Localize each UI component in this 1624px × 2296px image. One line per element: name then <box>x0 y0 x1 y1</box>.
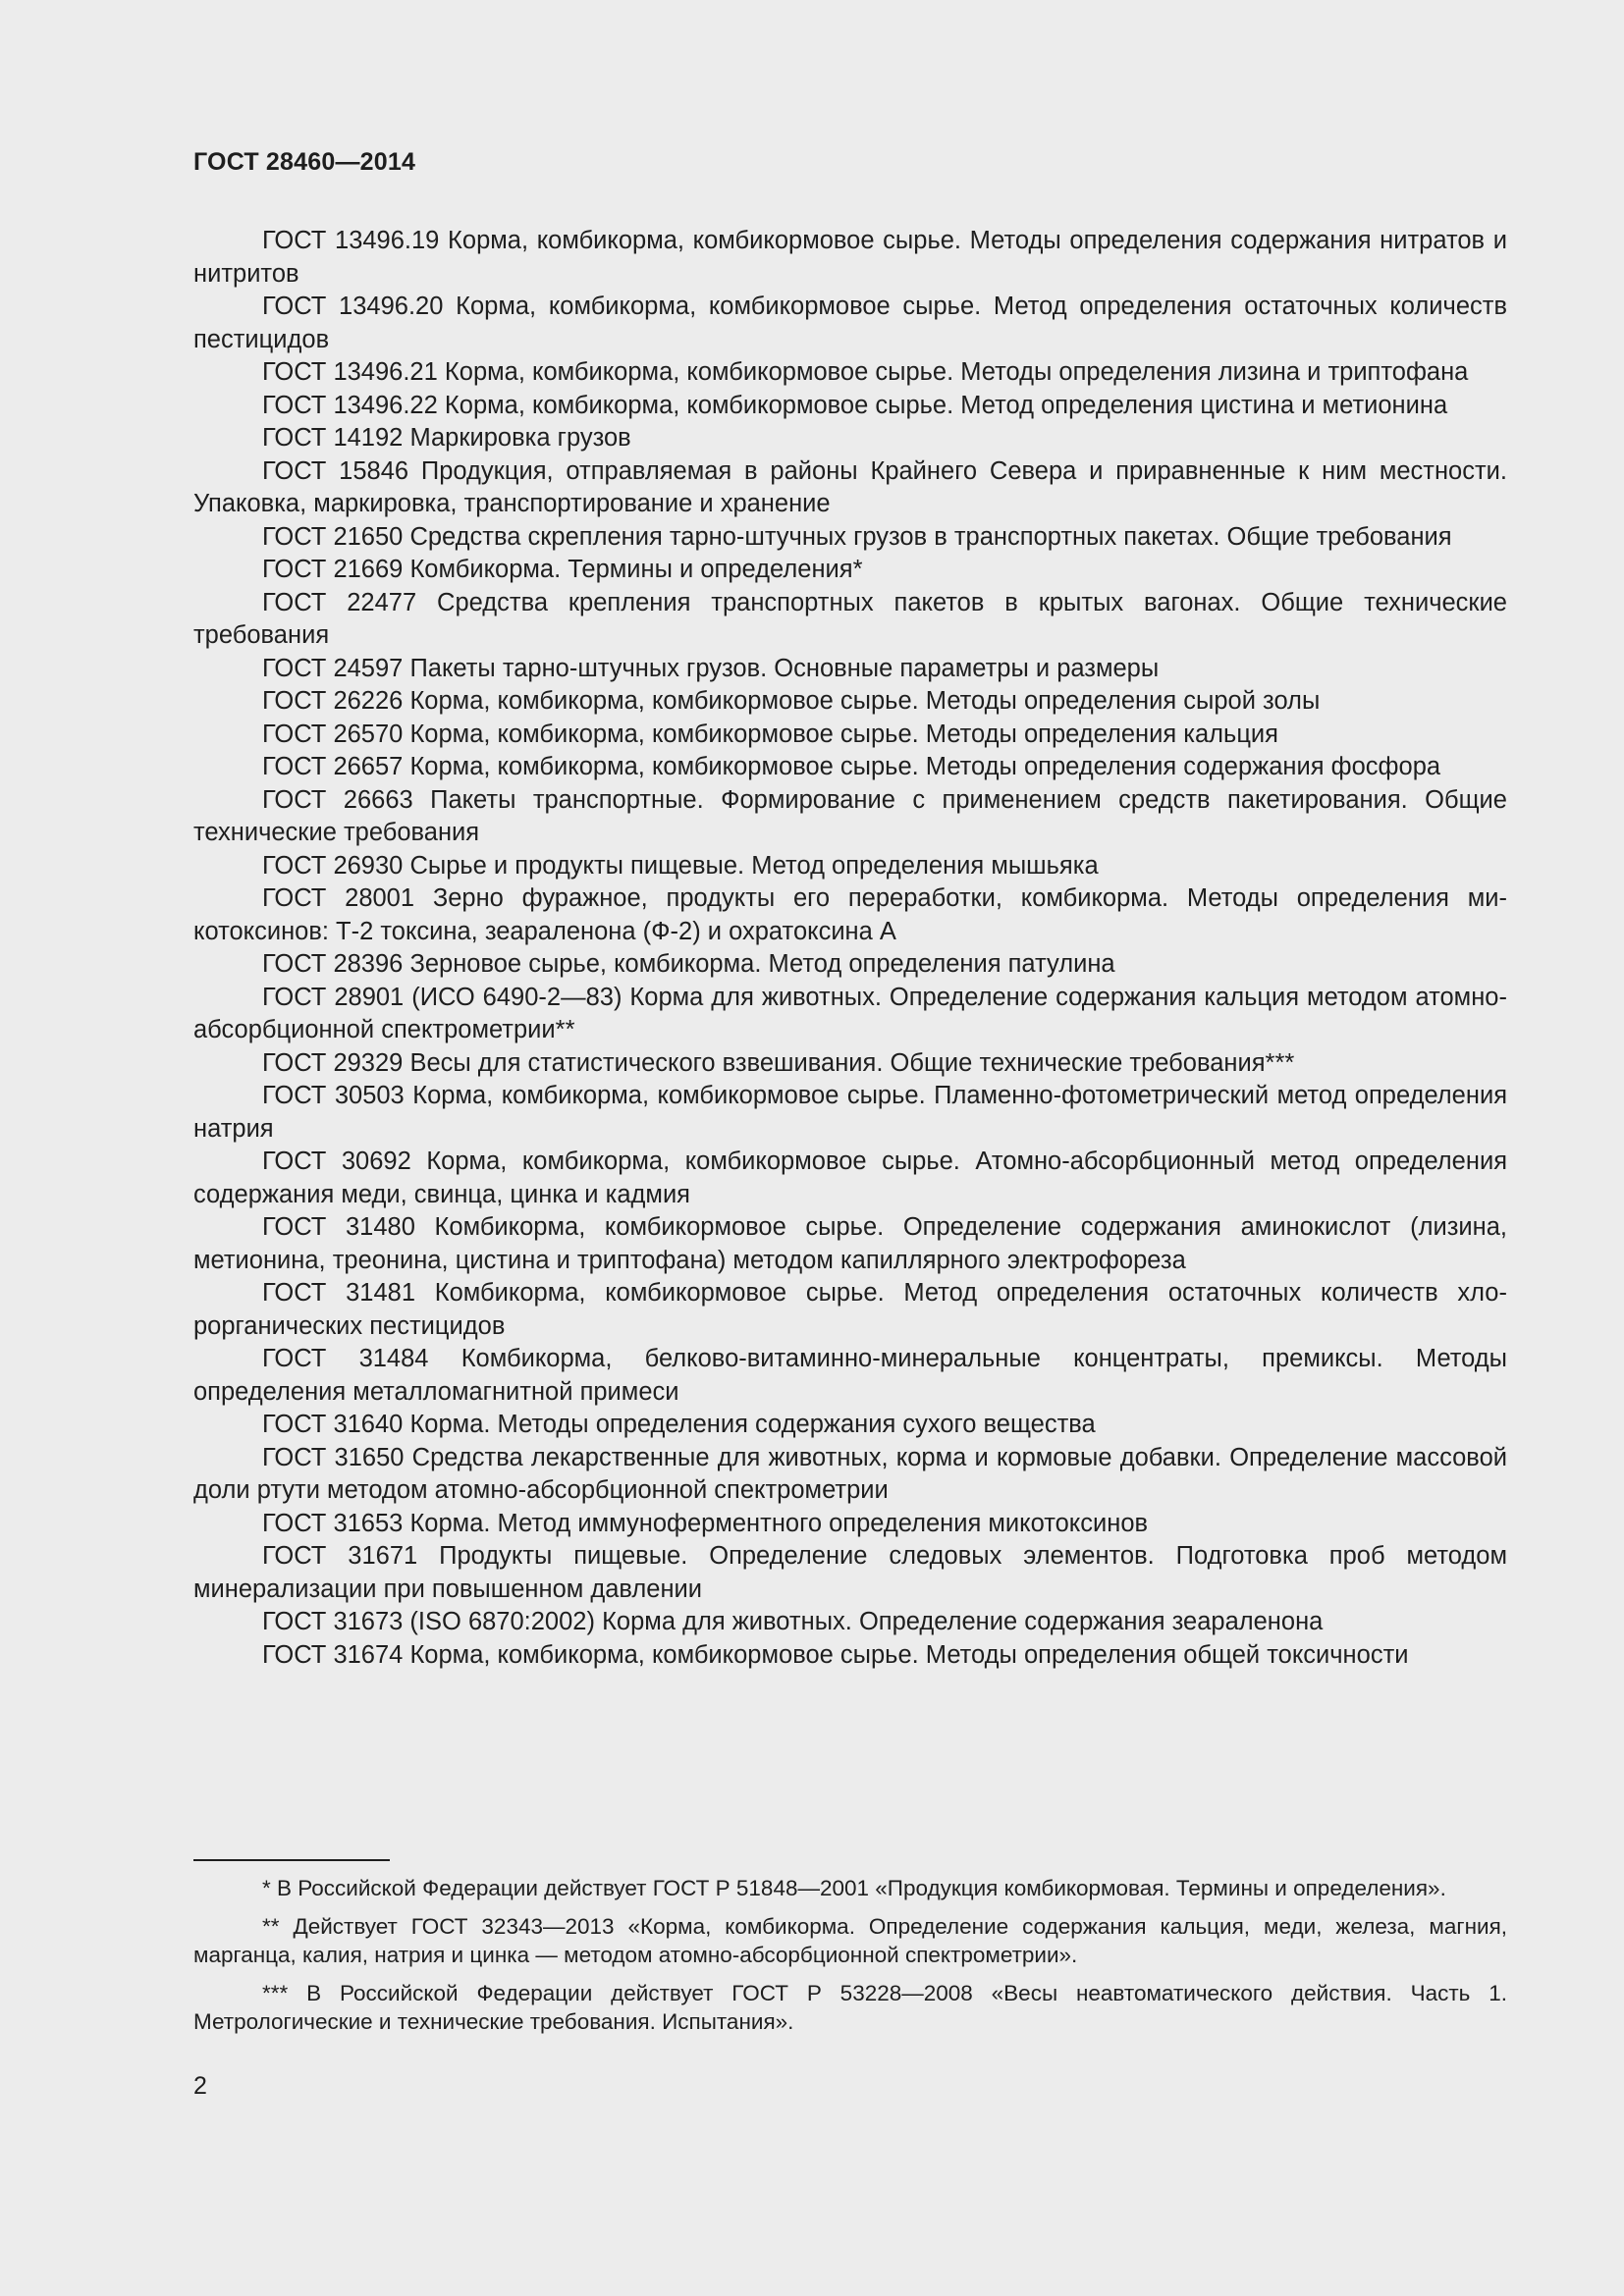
reference-item <box>193 719 1507 752</box>
reference-title: Корма, комбикорма, комбикормовое сырье. Методы определения кальция <box>409 720 1278 748</box>
reference-title: Пакеты тарно-штучных грузов. Основные параметры и размеры <box>409 654 1160 682</box>
reference-code: ГОСТ 26570 <box>262 720 404 748</box>
reference-code: ГОСТ 13496.22 <box>262 391 438 419</box>
reference-item <box>193 1508 1507 1541</box>
reference-code: ГОСТ 31674 <box>262 1640 404 1669</box>
reference-code: ГОСТ 13496.19 <box>262 227 440 254</box>
reference-title: Сырье и продукты пищевые. Метод определения мышьяка <box>409 851 1099 880</box>
footnote-1: * В Российской Федерации действует ГОСТ Р 51848—2001 «Продукция комбикормовая. Термины и определения». <box>262 1876 1446 1900</box>
reference-title: Корма для животных. Определение содержания кальция методом атомно-абсорбционной спектрометрии** <box>193 983 1507 1043</box>
reference-code: ГОСТ 28001 <box>262 884 415 912</box>
reference-title: Пакеты транспортные. Формирование с применением средств пакетирования. Общие технические требования <box>193 785 1507 846</box>
reference-item <box>193 390 1507 423</box>
reference-code: ГОСТ 24597 <box>262 654 404 682</box>
reference-item <box>193 1343 1507 1409</box>
reference-item <box>193 1606 1507 1639</box>
reference-item <box>193 587 1507 653</box>
reference-item <box>193 982 1507 1047</box>
reference-title: Корма, комбикорма, комбикормовое сырье. Методы определения сырой золы <box>409 687 1321 715</box>
reference-item <box>193 1080 1507 1146</box>
reference-item <box>193 1211 1507 1277</box>
reference-item <box>193 225 1507 291</box>
reference-code: ГОСТ 21669 <box>262 556 404 583</box>
reference-title: Корма, комбикорма, комбикормовое сырье. Методы определения содержания фосфора <box>409 753 1441 780</box>
reference-code: ГОСТ 31650 <box>262 1443 405 1471</box>
reference-code: ГОСТ 26930 <box>262 851 404 880</box>
reference-item <box>193 948 1507 982</box>
reference-title: Корма. Метод иммуноферментного определения микотоксинов <box>409 1509 1149 1537</box>
reference-code: ГОСТ 21650 <box>262 522 404 551</box>
reference-code: ГОСТ 26226 <box>262 687 404 715</box>
reference-item <box>193 1047 1507 1081</box>
reference-title: Весы для статистического взвешивания. Общие технические требования*** <box>409 1048 1295 1077</box>
reference-title: Корма, комбикорма, комбикормовое сырье. Методы определения лизина и триптофана <box>444 358 1469 386</box>
reference-code: ГОСТ 30692 <box>262 1148 411 1175</box>
reference-code: ГОСТ 28396 <box>262 950 404 978</box>
reference-item <box>193 356 1507 390</box>
reference-code: ГОСТ 26663 <box>262 785 413 814</box>
reference-code: ГОСТ 31480 <box>262 1213 415 1241</box>
reference-code: ГОСТ 31481 <box>262 1279 416 1307</box>
reference-title: Средства скрепления тарно-штучных грузов в транспортных пакетах. Общие требования <box>409 522 1452 551</box>
reference-code: ГОСТ 15846 <box>262 456 409 485</box>
reference-title: Корма. Методы определения содержания сухого вещества <box>409 1411 1096 1438</box>
reference-item <box>193 751 1507 784</box>
reference-item <box>193 422 1507 455</box>
reference-item <box>193 653 1507 686</box>
reference-item <box>193 850 1507 883</box>
footnote-3: *** В Российской Федерации действует ГОСТ Р 53228—2008 «Весы неавтоматического действия. Часть 1. Метрологические и технические требования. Испытания». <box>193 1980 1507 2034</box>
reference-title: Комбикорма. Термины и определения* <box>409 556 863 583</box>
reference-item <box>193 1540 1507 1606</box>
reference-code: ГОСТ 26657 <box>262 753 404 780</box>
reference-code: ГОСТ 31484 <box>262 1345 429 1372</box>
reference-title: Комбикорма, белково-витаминно-минеральные концентраты, премиксы. Методы определения металломагнитной примеси <box>193 1345 1507 1406</box>
reference-code: ГОСТ 13496.20 <box>262 293 444 320</box>
page-number: 2 <box>193 2072 207 2100</box>
reference-code: ГОСТ 31653 <box>262 1509 404 1537</box>
reference-title: Средства лекарственные для животных, корма и кормовые добавки. Определение массовой доли ртути методом атомно-абсорбционной спектрометрии <box>193 1443 1507 1504</box>
reference-code: ГОСТ 29329 <box>262 1048 404 1077</box>
reference-title: Продукция, отправляемая в районы Крайнего Севера и приравненные к ним местности. Упаковка, маркировка, транспортирование и хранение <box>193 456 1507 517</box>
reference-item <box>193 1277 1507 1343</box>
reference-item <box>193 554 1507 587</box>
reference-code: ГОСТ 31671 <box>262 1542 418 1570</box>
reference-code: ГОСТ 30503 <box>262 1082 405 1109</box>
reference-title: Средства крепления транспортных пакетов в крытых вагонах. Общие технические требования <box>193 588 1507 649</box>
reference-code: ГОСТ 14192 <box>262 424 404 452</box>
footnotes <box>193 1874 1507 2046</box>
reference-item <box>193 685 1507 719</box>
reference-code: ГОСТ 13496.21 <box>262 358 438 386</box>
reference-item <box>193 455 1507 521</box>
reference-item <box>193 1146 1507 1211</box>
reference-title: Зерновое сырье, комбикорма. Метод определения патулина <box>409 950 1115 978</box>
reference-title: Корма, комбикорма, комбикормовое сырье. Методы определения содержания нитратов и нитритов <box>193 227 1507 288</box>
document-header: ГОСТ 28460—2014 <box>193 148 416 176</box>
reference-item <box>193 521 1507 555</box>
normative-references-list <box>193 225 1507 1672</box>
reference-code: ГОСТ 28901 (ИСО 6490-2—83) <box>262 983 623 1011</box>
reference-title: Корма, комбикорма, комбикормовое сырье. Атомно-абсорбционный метод определения содержания меди, свинца, цинка и кадмия <box>193 1148 1507 1208</box>
footnote-2: ** Действует ГОСТ 32343—2013 «Корма, комбикорма. Определение содержания кальция, меди, железа, магния, марганца, калия, натрия и цинка — методом атомно-абсорбционной спектрометрии». <box>193 1913 1507 1967</box>
footnote-separator <box>193 1859 390 1861</box>
reference-item <box>193 1409 1507 1442</box>
reference-code: ГОСТ 31640 <box>262 1411 404 1438</box>
reference-title: Зерно фуражное, продукты его переработки, комбикорма. Методы определения микотоксинов: Т-2 токсина, зеараленона (Ф-2) и охратоксина А <box>193 884 1507 945</box>
reference-title: Комбикорма, комбикормовое сырье. Определение содержания аминокислот (лизина, метионина, треонина, цистина и триптофана) методом капиллярного электрофореза <box>193 1213 1507 1274</box>
reference-title: Корма, комбикорма, комбикормовое сырье. Метод определения остаточных количеств пестицидов <box>193 293 1507 353</box>
reference-title: Маркировка грузов <box>409 424 631 452</box>
reference-title: Комбикорма, комбикормовое сырье. Метод определения остаточных количеств хлорорганических пестицидов <box>193 1279 1507 1340</box>
reference-title: Корма для животных. Определение содержания зеараленона <box>602 1608 1324 1635</box>
reference-item <box>193 291 1507 356</box>
reference-title: Продукты пищевые. Определение следовых элементов. Подготовка проб методом минерализации при повышенном давлении <box>193 1542 1507 1603</box>
reference-title: Корма, комбикорма, комбикормовое сырье. Пламенно-фотометрический метод определения натрия <box>193 1082 1508 1143</box>
reference-item <box>193 1442 1507 1508</box>
reference-item <box>193 882 1507 948</box>
reference-title: Корма, комбикорма, комбикормовое сырье. Метод определения цистина и метионина <box>444 391 1448 419</box>
reference-title: Корма, комбикорма, комбикормовое сырье. Методы определения общей токсичности <box>409 1640 1409 1669</box>
reference-code: ГОСТ 22477 <box>262 588 417 616</box>
reference-item <box>193 784 1507 850</box>
reference-item <box>193 1639 1507 1673</box>
reference-code: ГОСТ 31673 (ISO 6870:2002) <box>262 1608 595 1635</box>
